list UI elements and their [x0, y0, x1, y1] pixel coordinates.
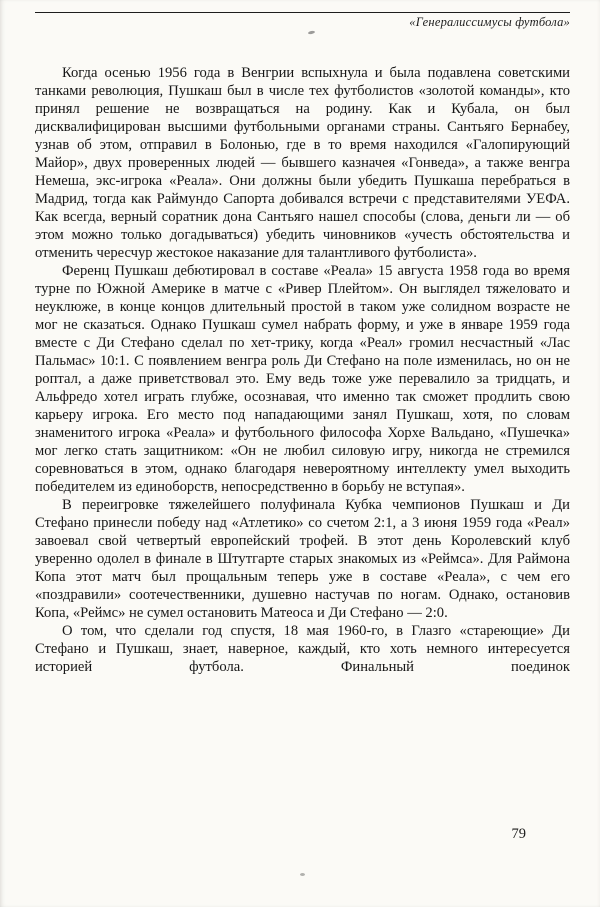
running-title: «Генералиссимусы футбола» [409, 15, 570, 29]
running-head [35, 12, 570, 30]
header-rule [35, 12, 570, 13]
scan-artifact-top [308, 30, 315, 34]
scan-artifact-bottom [300, 873, 305, 876]
paragraph-2: Ференц Пушкаш дебютировал в составе «Реала» 15 августа 1958 года во время турне по Южной Америке в матче с «Ривер Плейтом». Он выглядел тяжеловато и неуклюже, в конце концов длительный простой в таком уже солидном возрасте не мог не сказаться. Однако Пушкаш сумел набрать форму, и уже в январе 1959 года вместе с Ди Стефано сделал по хет-трику, когда «Реал» громил несчастный «Лас Пальмас» 10:1. С появлением венгра роль Ди Стефано на поле изменилась, но он не роптал, а даже приветствовал это. Ему ведь тоже уже перевалило за тридцать, и Альфредо хотел играть глубже, осознавая, что именно так сможет продлить свою карьеру игрока. Его место под нападающими занял Пушкаш, хотя, по словам знаменитого игрока «Реала» и футбольного философа Хорхе Вальдано, «Пушечка» мог легко стать защитником: «Он не любил силовую игру, никогда не стремился соревноваться в этом, однако благодаря невероятному интеллекту умел выходить победителем из единоборств, непосредственно в борьбу не вступая». [35, 263, 570, 495]
page-body [35, 64, 570, 676]
page-number: 79 [511, 826, 526, 842]
paragraph-4: О том, что сделали год спустя, 18 мая 1960-го, в Глазго «стареющие» Ди Стефано и Пушкаш, знает, наверное, каждый, кто хоть немного интересуется историей футбола. Финальный поединок [35, 623, 570, 675]
paragraph-3: В переигровке тяжелейшего полуфинала Кубка чемпионов Пушкаш и Ди Стефано принесли победу над «Атлетико» со счетом 2:1, а 3 июня 1959 года «Реал» завоевал свой четвертый европейский трофей. В этот день Королевский клуб уверенно одолел в финале в Штутгарте старых знакомых из «Реймса». Для Раймона Копа этот матч был прощальным теперь уже в составе «Реала», с чем его «поздравили» соотечественники, душевно настучав по ногам. Однако, остановив Копа, «Реймс» не сумел остановить Матеоса и Ди Стефано — 2:0. [35, 497, 570, 621]
paragraph-1: Когда осенью 1956 года в Венгрии вспыхнула и была подавлена советскими танками революция, Пушкаш был в числе тех футболистов «золотой команды», кто принял решение не возвращаться на родину. Как и Кубала, он был дисквалифицирован высшими футбольными органами страны. Сантьяго Бернабеу, узнав об этом, отправил в Болонью, где в то время находился «Галопирующий Майор», двух проверенных людей — бывшего казначея «Гонведа», а также венгра Немеша, экс-игрока «Реала». Они должны были убедить Пушкаша перебраться в Мадрид, тогда как Раймундо Сапорта добивался встречи с представителями УЕФА. Как всегда, верный соратник дона Сантьяго нашел способы (слова, деньги ли — об этом можно только догадываться) убедить чиновников «учесть обстоятельства и отменить чересчур жестокое наказание для талантливого футболиста». [35, 65, 570, 261]
